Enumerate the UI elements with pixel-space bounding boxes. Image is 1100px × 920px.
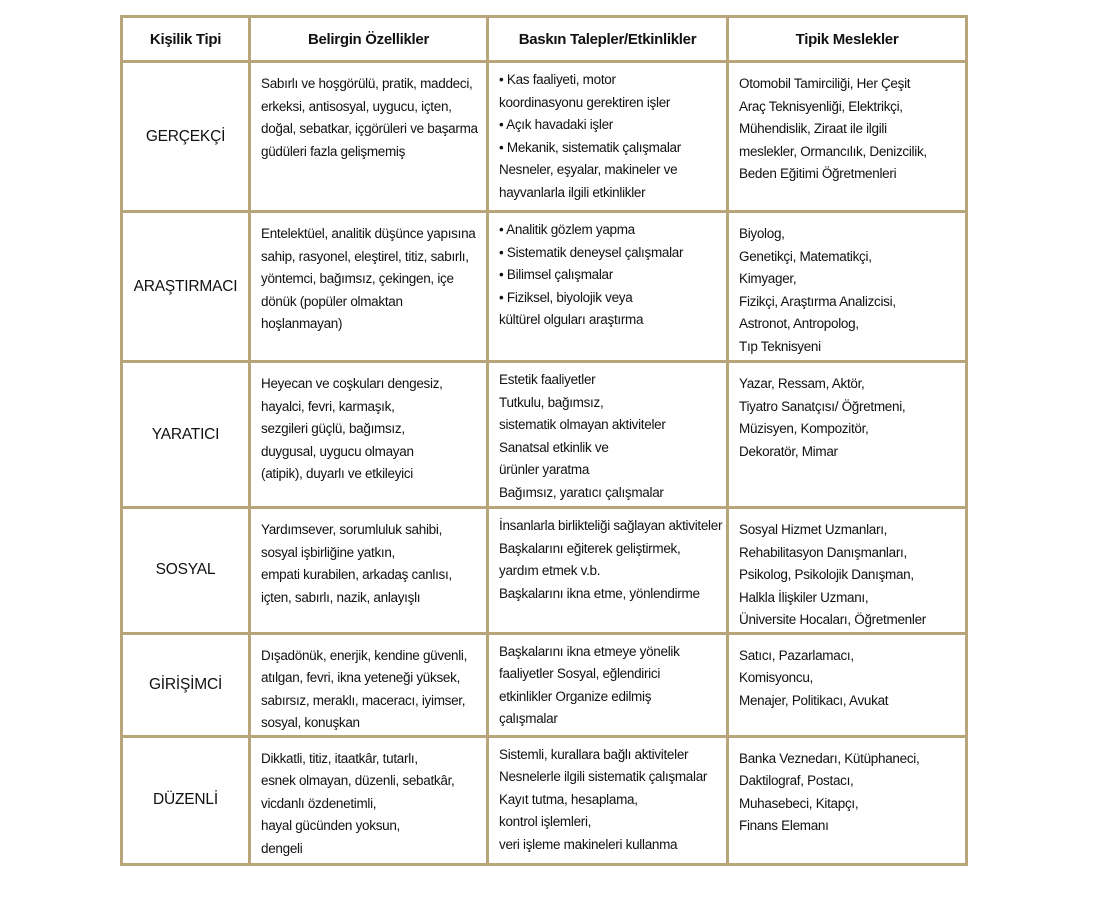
traits-text — [251, 738, 486, 861]
traits-line: sahip, rasyonel, eleştirel, titiz, sabırlı, — [261, 248, 469, 264]
jobs-line: Komisyoncu, — [739, 670, 813, 685]
jobs-line: Tiyatro Sanatçısı/ Öğretmeni, — [739, 398, 906, 414]
activities-line: Nesneler, eşyalar, makineler ve — [499, 162, 678, 177]
activities-line: • Fiziksel, biyolojik veya — [499, 289, 633, 305]
traits-line: hoşlanmayan) — [261, 316, 343, 331]
traits-line: güdüleri fazla gelişmemiş — [261, 143, 406, 159]
activities-line: yardım etmek v.b. — [499, 563, 601, 578]
activities-line: veri işleme makineleri kullanma — [499, 836, 678, 852]
jobs-line: Dekoratör, Mimar — [739, 443, 838, 459]
jobs-line: Sosyal Hizmet Uzmanları, — [739, 522, 888, 537]
activities-line: hayvanlarla ilgili etkinlikler — [499, 184, 646, 200]
jobs-line: Satıcı, Pazarlamacı, — [739, 647, 854, 663]
jobs-line: Tıp Teknisyeni — [739, 338, 821, 354]
activities-cell — [488, 362, 728, 508]
jobs-cell — [728, 508, 967, 634]
jobs-line: Finans Elemanı — [739, 818, 829, 833]
header-occupations: Tipik Meslekler — [728, 17, 967, 62]
traits-text — [251, 63, 486, 163]
activities-line: Bağımsız, yaratıcı çalışmalar — [499, 484, 664, 500]
jobs-cell — [728, 62, 967, 212]
personality-type-cell: YARATICI — [122, 362, 250, 508]
activities-line: faaliyetler Sosyal, eğlendirici — [499, 666, 661, 681]
traits-line: sosyal, konuşkan — [261, 715, 360, 730]
jobs-line: Banka Veznedarı, Kütüphaneci, — [739, 750, 920, 766]
traits-cell — [250, 62, 488, 212]
activities-line: Başkalarını ikna etme, yönlendirme — [499, 585, 700, 601]
activities-cell — [488, 736, 728, 864]
traits-text — [251, 509, 486, 609]
traits-text — [251, 363, 486, 486]
activities-text — [489, 213, 726, 332]
jobs-line: Müzisyen, Kompozitör, — [739, 421, 869, 436]
activities-cell — [488, 62, 728, 212]
traits-line: yöntemci, bağımsız, çekingen, içe — [261, 271, 454, 286]
activities-line: • Sistematik deneysel çalışmalar — [499, 244, 684, 260]
activities-line: ürünler yaratma — [499, 462, 590, 477]
activities-line: Nesnelerle ilgili sistematik çalışmalar — [499, 769, 708, 784]
activities-line: Başkalarını eğiterek geliştirmek, — [499, 540, 681, 556]
activities-cell — [488, 633, 728, 736]
activities-line: sistematik olmayan aktiviteler — [499, 417, 666, 432]
jobs-line: Kimyager, — [739, 271, 797, 286]
personality-types-table — [120, 15, 968, 866]
traits-line: erkeksi, antisosyal, uygucu, içten, — [261, 98, 452, 114]
jobs-line: Astronot, Antropolog, — [739, 316, 859, 331]
traits-text — [251, 213, 486, 336]
traits-line: Sabırlı ve hoşgörülü, pratik, maddeci, — [261, 76, 473, 91]
traits-line: sosyal işbirliğine yatkın, — [261, 544, 396, 560]
traits-line: Yardımsever, sorumluluk sahibi, — [261, 522, 443, 537]
jobs-line: Beden Eğitimi Öğretmenleri — [739, 166, 897, 181]
activities-text — [489, 363, 726, 504]
personality-type-cell: GİRİŞİMCİ — [122, 633, 250, 736]
activities-text — [489, 509, 726, 605]
jobs-line: Genetikçi, Matematikçi, — [739, 248, 872, 264]
traits-cell — [250, 508, 488, 634]
jobs-line: Psikolog, Psikolojik Danışman, — [739, 567, 914, 582]
activities-cell — [488, 508, 728, 634]
traits-line: duygusal, uygucu olmayan — [261, 443, 414, 459]
activities-text — [489, 635, 726, 731]
jobs-text — [729, 363, 965, 463]
header-activities: Baskın Talepler/Etkinlikler — [488, 17, 728, 62]
jobs-line: Otomobil Tamirciliği, Her Çeşit — [739, 76, 911, 91]
traits-text — [251, 635, 486, 735]
table-row — [122, 508, 967, 634]
traits-line: sezgileri güçlü, bağımsız, — [261, 421, 405, 436]
header-personality-type: Kişilik Tipi — [122, 17, 250, 62]
activities-line: etkinlikler Organize edilmiş — [499, 688, 652, 704]
activities-line: İnsanlarla birlikteliği sağlayan aktiviteler — [499, 518, 723, 533]
header-traits: Belirgin Özellikler — [250, 17, 488, 62]
traits-line: hayal gücünden yoksun, — [261, 818, 401, 833]
traits-line: Heyecan ve coşkuları dengesiz, — [261, 376, 443, 391]
traits-line: dengeli — [261, 840, 303, 856]
personality-type-cell: ARAŞTIRMACI — [122, 212, 250, 362]
personality-type-cell: SOSYAL — [122, 508, 250, 634]
table-row — [122, 212, 967, 362]
traits-line: vicdanlı özdenetimli, — [261, 795, 377, 811]
activities-line: kontrol işlemleri, — [499, 814, 592, 829]
jobs-line: Muhasebeci, Kitapçı, — [739, 795, 859, 811]
traits-cell — [250, 212, 488, 362]
jobs-text — [729, 63, 965, 186]
traits-line: Entelektüel, analitik düşünce yapısına — [261, 226, 476, 241]
activities-line: • Kas faaliyeti, motor — [499, 72, 616, 87]
jobs-line: Mühendislik, Ziraat ile ilgili — [739, 121, 887, 136]
jobs-line: Biyolog, — [739, 226, 785, 241]
personality-type-cell: DÜZENLİ — [122, 736, 250, 864]
jobs-cell — [728, 736, 967, 864]
activities-line: Estetik faaliyetler — [499, 372, 596, 387]
traits-line: empati kurabilen, arkadaş canlısı, — [261, 567, 452, 582]
activities-text — [489, 63, 726, 204]
jobs-line: meslekler, Ormancılık, Denizcilik, — [739, 143, 927, 159]
personality-type-cell: GERÇEKÇİ — [122, 62, 250, 212]
traits-cell — [250, 736, 488, 864]
activities-cell — [488, 212, 728, 362]
traits-line: dönük (popüler olmaktan — [261, 293, 403, 309]
traits-line: sabırsız, meraklı, maceracı, iyimser, — [261, 692, 466, 708]
jobs-text — [729, 509, 965, 632]
activities-line: Başkalarını ikna etmeye yönelik — [499, 643, 680, 659]
jobs-text — [729, 213, 965, 358]
traits-cell — [250, 633, 488, 736]
activities-line: • Analitik gözlem yapma — [499, 222, 635, 237]
jobs-cell — [728, 633, 967, 736]
jobs-line: Halkla İlişkiler Uzmanı, — [739, 589, 869, 605]
jobs-text — [729, 738, 965, 838]
activities-line: • Bilimsel çalışmalar — [499, 267, 613, 282]
activities-line: • Açık havadaki işler — [499, 117, 613, 132]
activities-line: koordinasyonu gerektiren işler — [499, 94, 671, 110]
traits-line: içten, sabırlı, nazik, anlayışlı — [261, 589, 421, 605]
table-row — [122, 62, 967, 212]
traits-line: esnek olmayan, düzenli, sebatkâr, — [261, 773, 455, 788]
jobs-line: Fizikçi, Araştırma Analizcisi, — [739, 293, 896, 309]
activities-line: • Mekanik, sistematik çalışmalar — [499, 139, 681, 155]
jobs-line: Rehabilitasyon Danışmanları, — [739, 544, 907, 560]
jobs-cell — [728, 212, 967, 362]
jobs-line: Menajer, Politikacı, Avukat — [739, 692, 889, 708]
table-row — [122, 633, 967, 736]
jobs-line: Yazar, Ressam, Aktör, — [739, 376, 865, 391]
table-body — [122, 62, 967, 865]
traits-line: Dışadönük, enerjik, kendine güvenli, — [261, 647, 468, 663]
traits-line: (atipik), duyarlı ve etkileyici — [261, 466, 414, 481]
jobs-line: Araç Teknisyenliği, Elektrikçi, — [739, 98, 903, 114]
table-row — [122, 362, 967, 508]
jobs-line: Üniversite Hocaları, Öğretmenler — [739, 612, 926, 627]
activities-line: Sanatsal etkinlik ve — [499, 439, 609, 455]
activities-line: çalışmalar — [499, 711, 558, 726]
traits-line: Dikkatli, titiz, itaatkâr, tutarlı, — [261, 750, 418, 766]
activities-line: Tutkulu, bağımsız, — [499, 394, 604, 410]
traits-line: doğal, sebatkar, içgörüleri ve başarma — [261, 121, 478, 136]
jobs-text — [729, 635, 965, 713]
table-row — [122, 736, 967, 864]
jobs-line: Daktilograf, Postacı, — [739, 773, 854, 788]
traits-line: hayalci, fevri, karmaşık, — [261, 398, 395, 414]
activities-text — [489, 738, 726, 857]
jobs-cell — [728, 362, 967, 508]
activities-line: kültürel olguları araştırma — [499, 312, 644, 327]
activities-line: Sistemli, kurallara bağlı aktiviteler — [499, 746, 689, 762]
header-row — [122, 17, 967, 62]
activities-line: Kayıt tutma, hesaplama, — [499, 791, 638, 807]
traits-cell — [250, 362, 488, 508]
traits-line: atılgan, fevri, ikna yeteneği yüksek, — [261, 670, 461, 685]
